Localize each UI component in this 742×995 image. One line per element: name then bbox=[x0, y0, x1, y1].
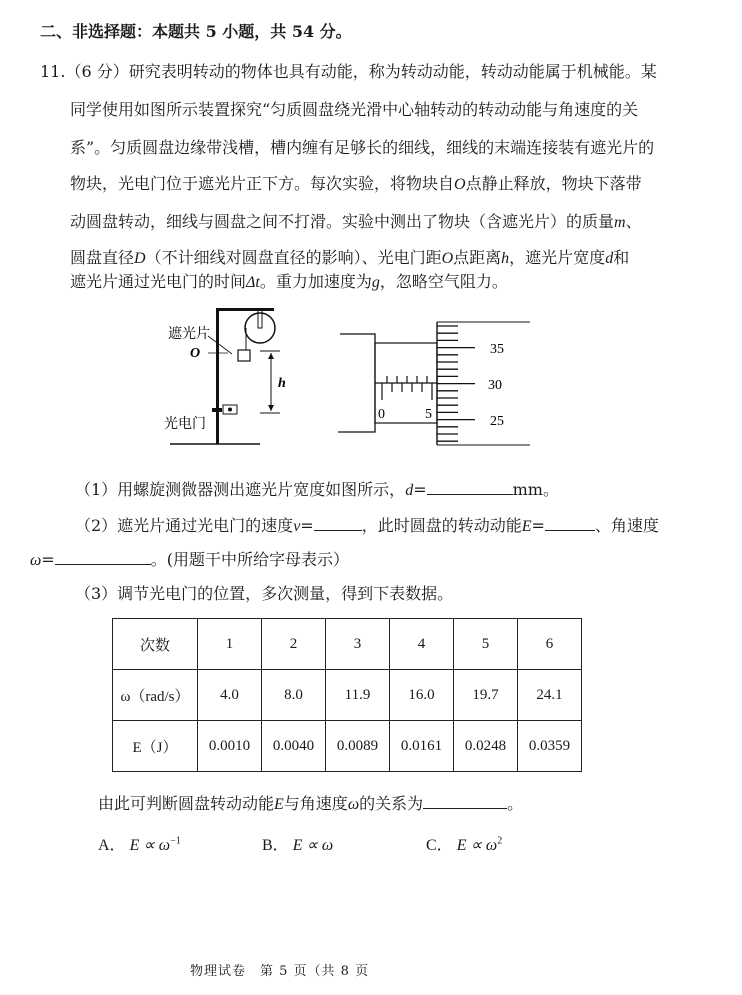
symbol-omega: ω bbox=[347, 796, 360, 813]
table-row bbox=[113, 670, 582, 721]
apparatus-figure bbox=[150, 298, 330, 448]
label-O: O bbox=[190, 346, 201, 361]
arrow-down-icon bbox=[268, 405, 274, 411]
symbol-E: E bbox=[274, 796, 284, 813]
text: 。(用题干中所给字母表示） bbox=[150, 550, 349, 569]
label-gate: 光电门 bbox=[164, 416, 206, 432]
option-letter: B． bbox=[262, 837, 289, 854]
option-letter: A． bbox=[98, 837, 126, 854]
symbol-omega: ω bbox=[30, 552, 42, 569]
symbol-v: v bbox=[293, 518, 301, 535]
text: 、 bbox=[625, 212, 642, 231]
cell: 0.0089 bbox=[326, 721, 390, 772]
block bbox=[238, 350, 250, 361]
cell: 24.1 bbox=[518, 670, 582, 721]
question-line-7 bbox=[70, 272, 508, 293]
intro-text: 研究表明转动的物体也具有动能，称为转动动能，转动动能属于机械能。某 bbox=[128, 62, 657, 81]
text: = bbox=[413, 480, 427, 499]
section-title: 二、非选择题：本题共 5 小题，共 54 分。 bbox=[40, 22, 352, 41]
option-expr: E ∝ ω bbox=[456, 837, 498, 854]
text: 。重力加速度为 bbox=[259, 272, 372, 291]
text: ，此时圆盘的转动动能 bbox=[361, 516, 522, 535]
text: 、角速度 bbox=[594, 516, 659, 535]
conclusion bbox=[98, 794, 523, 815]
answer-blank-omega[interactable] bbox=[55, 550, 151, 565]
gate-clamp bbox=[212, 408, 222, 412]
cell: 19.7 bbox=[454, 670, 518, 721]
option-letter: C． bbox=[426, 837, 453, 854]
cell: 0.0359 bbox=[518, 721, 582, 772]
header-cell: 1 bbox=[198, 619, 262, 670]
text: 点静止释放，物块下落带 bbox=[465, 174, 642, 193]
symbol-O: O bbox=[454, 176, 466, 193]
question-line-6 bbox=[70, 248, 629, 269]
question-line-1 bbox=[40, 62, 657, 82]
label-h: h bbox=[278, 376, 286, 391]
symbol-O: O bbox=[441, 250, 454, 267]
text: 物块，光电门位于遮光片正下方。每次实验，将物块自 bbox=[70, 174, 455, 193]
answer-blank-d[interactable] bbox=[427, 480, 513, 495]
option-b[interactable] bbox=[262, 832, 333, 855]
part-1 bbox=[75, 480, 559, 501]
thimble-ticks bbox=[437, 326, 475, 441]
page-footer: 物理试卷 第 5 页（共 8 页 bbox=[190, 964, 370, 979]
thimble-label-30: 30 bbox=[488, 378, 502, 393]
option-a[interactable] bbox=[98, 832, 181, 855]
micrometer-figure bbox=[330, 300, 550, 450]
cell: 11.9 bbox=[326, 670, 390, 721]
header-cell: 2 bbox=[262, 619, 326, 670]
stand-arm bbox=[216, 308, 274, 311]
text: 由此可判断圆盘转动动能 bbox=[98, 794, 275, 813]
header-cell: 6 bbox=[518, 619, 582, 670]
cell: 4.0 bbox=[198, 670, 262, 721]
question-line-3: 系”。匀质圆盘边缘带浅槽，槽内缠有足够长的细线，细线的末端连接装有遮光片的 bbox=[70, 138, 655, 157]
cell: 0.0161 bbox=[390, 721, 454, 772]
answer-blank-E[interactable] bbox=[545, 516, 595, 531]
symbol-d: d bbox=[605, 250, 614, 267]
part-3: （3）调节光电门的位置，多次测量，得到下表数据。 bbox=[75, 584, 454, 603]
cell: 8.0 bbox=[262, 670, 326, 721]
symbol-dt: Δt bbox=[246, 274, 260, 291]
text: （2）遮光片通过光电门的速度 bbox=[75, 516, 294, 535]
table-row bbox=[113, 721, 582, 772]
text: ，忽略空气阻力。 bbox=[379, 272, 508, 291]
symbol-E: E bbox=[521, 518, 532, 535]
sleeve-ticks bbox=[382, 376, 437, 400]
option-sup: −1 bbox=[170, 835, 181, 847]
sleeve-label-0: 0 bbox=[378, 407, 385, 422]
question-line-5 bbox=[70, 212, 642, 233]
text: 圆盘直径 bbox=[70, 248, 135, 267]
answer-blank-relation[interactable] bbox=[423, 794, 507, 809]
cell: 0.0248 bbox=[454, 721, 518, 772]
gate-sensor bbox=[228, 408, 232, 412]
question-line-4 bbox=[70, 174, 642, 195]
question-score: （6 分） bbox=[65, 62, 129, 81]
text: 的关系为 bbox=[359, 794, 424, 813]
cell: 16.0 bbox=[390, 670, 454, 721]
symbol-D: D bbox=[134, 250, 146, 267]
data-table bbox=[112, 618, 582, 772]
option-expr: E ∝ ω bbox=[292, 837, 334, 854]
part-2-cont: ω= 。(用题干中所给字母表示） bbox=[30, 550, 349, 569]
thimble-label-35: 35 bbox=[490, 342, 504, 357]
row-label-omega: ω（rad/s） bbox=[113, 670, 198, 721]
label-shield: 遮光片 bbox=[168, 326, 210, 342]
frame bbox=[338, 334, 375, 432]
option-sup: 2 bbox=[497, 835, 503, 847]
text: 与角速度 bbox=[283, 794, 348, 813]
text: 动圆盘转动，细线与圆盘之间不打滑。实验中测出了物块（含遮光片）的质量 bbox=[70, 212, 615, 231]
text: 和 bbox=[613, 248, 630, 267]
text: ，遮光片宽度 bbox=[509, 248, 606, 267]
question-number: 11. bbox=[40, 62, 66, 81]
text: （1）用螺旋测微器测出遮光片宽度如图所示， bbox=[75, 480, 406, 499]
symbol-h: h bbox=[501, 250, 510, 267]
symbol-d: d bbox=[405, 482, 414, 499]
unit: mm。 bbox=[512, 480, 559, 499]
symbol-g: g bbox=[371, 274, 380, 291]
header-cell: 5 bbox=[454, 619, 518, 670]
text: 。 bbox=[507, 794, 524, 813]
stand-pole bbox=[216, 308, 219, 444]
text: （不计细线对圆盘直径的影响）、光电门距 bbox=[145, 248, 442, 267]
symbol-m: m bbox=[614, 214, 626, 231]
question-line-2: 同学使用如图所示装置探究“匀质圆盘绕光滑中心轴转动的转动动能与角速度的关 bbox=[70, 100, 639, 119]
arrow-up-icon bbox=[268, 353, 274, 359]
answer-blank-v[interactable] bbox=[314, 516, 362, 531]
part-2: （2）遮光片通过光电门的速度v= ，此时圆盘的转动动能E= 、角速度 bbox=[75, 516, 659, 535]
option-c[interactable] bbox=[426, 832, 502, 855]
text: 遮光片通过光电门的时间 bbox=[70, 272, 247, 291]
shield-pointer bbox=[208, 336, 232, 354]
header-cell: 4 bbox=[390, 619, 454, 670]
row-label-E: E（J） bbox=[113, 721, 198, 772]
text: 点距离 bbox=[453, 248, 502, 267]
header-cell: 3 bbox=[326, 619, 390, 670]
header-cell: 次数 bbox=[113, 619, 198, 670]
option-expr: E ∝ ω bbox=[129, 837, 171, 854]
cell: 0.0040 bbox=[262, 721, 326, 772]
sleeve-label-5: 5 bbox=[425, 407, 432, 422]
cell: 0.0010 bbox=[198, 721, 262, 772]
thimble-label-25: 25 bbox=[490, 414, 504, 429]
table-row bbox=[113, 619, 582, 670]
